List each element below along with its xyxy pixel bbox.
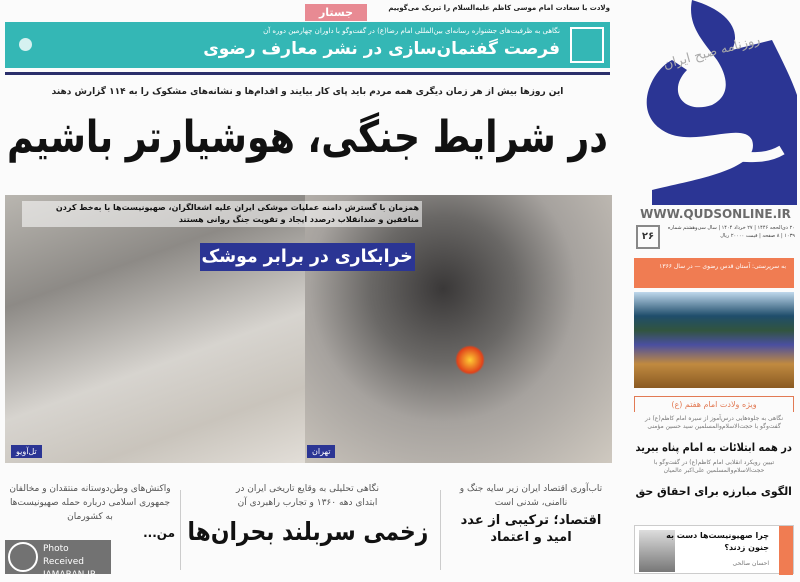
sidebar-story2-headline[interactable]: الگوی مبارزه برای احقاق حق — [635, 485, 793, 498]
divider — [180, 490, 181, 570]
sidebar-story1-headline-box[interactable] — [634, 441, 794, 455]
photo-story-title-box — [200, 243, 415, 271]
photo-story-intro: همزمان با گسترش دامنه عملیات موشکی ایران علیه اشغالگران، صهیونیست‌ها با به‌خط کردن منافقین و ضدانقلاب درصدد ایجاد و تقویت جنگ روانی هستند — [22, 201, 422, 227]
logo-subtitle: روزنامه صبح ایران — [661, 32, 762, 73]
photo-story-title: خرابکاری در برابر موشک — [201, 246, 414, 267]
page-marker-icon — [19, 38, 32, 51]
column-economy[interactable] — [450, 482, 612, 546]
column-reactions[interactable] — [5, 482, 175, 540]
photo-tehran — [305, 195, 612, 463]
lead-kicker: این روزها بیش از هر زمان دیگری همه مردم باید پای کار بیایند و اقدام‌ها و نشانه‌های مشکوک را به ۱۱۴ گزارش دهند — [51, 87, 564, 97]
column-headline: من... — [143, 526, 175, 540]
shrine-photo — [634, 292, 794, 388]
opinion-author: احسان صالحی — [732, 560, 769, 567]
opinion-box[interactable] — [634, 525, 794, 574]
watermark-line1: Photo Received — [43, 544, 84, 567]
quds-logo-icon — [632, 0, 797, 205]
column-history[interactable] — [185, 482, 430, 552]
photo-label-right: تهران — [307, 445, 335, 458]
issue-date-info: ۲۰ ذی‌الحجه ۱۴۴۶ | ۲۷ خرداد ۱۴۰۴ | سال سی‌وهشتم شماره ۱۰۳۹ | ۸ صفحه | قیمت ۲۰۰۰۰ ریال — [667, 225, 795, 239]
founder-note: به‌ سرپرستی: آستان قدس رضوی — در سال ۱۳۶۶ — [634, 258, 794, 288]
banner-title: فرصت گفتمان‌سازی در نشر معارف رضوی — [203, 39, 560, 59]
sidebar-story1-headline[interactable]: در همه ابتلائات به امام پناه ببرید — [635, 441, 793, 454]
section-tag: جستار — [305, 4, 367, 21]
festival-logo-icon — [570, 27, 604, 63]
fire-icon — [455, 345, 485, 375]
opinion-headline: چرا صهیونیست‌ها دست به جنون زدند؟ — [666, 531, 769, 552]
masthead-logo[interactable] — [632, 0, 797, 205]
sidebar-story2-kicker: تبیین رویکرد انقلابی امام کاظم(ع) در گفت‌وگو با حجت‌الاسلام‌والمسلمین علی‌اکبر عالمیان — [653, 459, 775, 474]
photo-story[interactable] — [5, 195, 612, 463]
sidebar-section-title: ویژه ولادت امام هفتم (ع) — [634, 396, 794, 412]
column-headline-box — [185, 512, 430, 552]
opinion-strip — [779, 526, 793, 575]
page-count: ۲۶ — [636, 225, 660, 249]
website-url[interactable]: WWW.QUDSONLINE.IR — [640, 207, 791, 221]
column-kicker: نگاهی تحلیلی به وقایع تاریخی ایران در ابتدای دهه ۱۳۶۰ و تجارب راهبردی آن — [236, 484, 379, 508]
watermark-line2: JAMARAN.IR — [43, 570, 97, 580]
banner-subtitle: نگاهی به ظرفیت‌های جشنواره رسانه‌ای بین‌المللی امام رضا(ع) در گفت‌وگو با داوران چهارمین دوره آن — [263, 27, 560, 35]
feature-banner[interactable] — [5, 22, 610, 68]
photo-tel-aviv — [5, 195, 305, 463]
lead-kicker-box — [5, 86, 610, 99]
divider — [5, 72, 610, 75]
column-kicker: تاب‌آوری اقتصاد ایران زیر سایه جنگ و ناامنی، شدنی است — [459, 484, 603, 508]
column-headline: اقتصاد؛ ترکیبی از عدد امید و اعتماد — [460, 513, 602, 545]
lead-headline-box[interactable] — [5, 110, 610, 166]
sidebar-story2-headline-box[interactable] — [634, 485, 794, 499]
divider — [440, 490, 441, 570]
jamaran-logo-icon — [8, 542, 38, 572]
column-headline: زخمی سربلند بحران‌ها — [187, 517, 428, 546]
column-kicker: واکنش‌های وطن‌دوستانه منتقدان و مخالفان جمهوری اسلامی درباره حمله صهیونیست‌ها به کشورمان — [9, 484, 171, 522]
photo-label-left: تل‌آویو — [11, 445, 42, 458]
strapline: ولادت با سعادت امام موسی کاظم علیه‌السلام را تبریک می‌گوییم — [388, 4, 610, 12]
sidebar-story1-kicker: نگاهی به جلوه‌هایی درس‌آموز از سیره امام کاظم(ع) در گفت‌وگو با حجت‌الاسلام‌والمسلمین سید حسین مؤمنی — [644, 415, 784, 430]
lead-headline[interactable]: در شرایط جنگی، هوشیارتر باشیم — [7, 112, 608, 163]
